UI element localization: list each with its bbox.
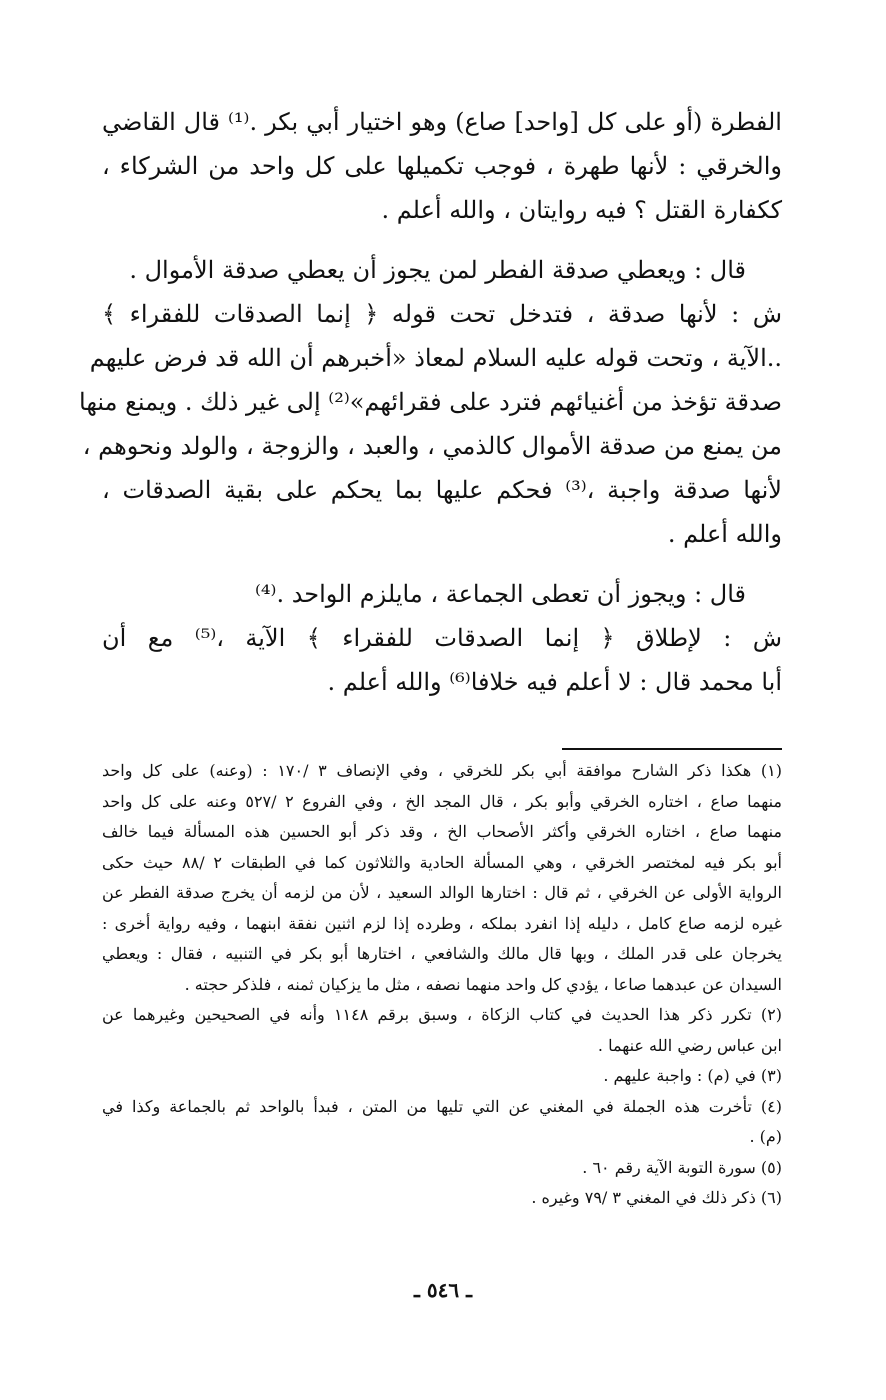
- text-line: لأنها صدقة واجبة ،⁽³⁾ فحكم عليها بما يحكم على بقية الصدقات ،: [102, 476, 782, 504]
- text-line: ككفارة القتل ؟ فيه روايتان ، والله أعلم .: [381, 196, 782, 224]
- footnote-line: يخرجان على قدر الملك ، وبها قال مالك والشافعي ، اختارها أبو بكر في التنبيه ، فقال : ويعطي: [102, 944, 782, 963]
- footnote-line: (٣) في (م) : واجبة عليهم .: [603, 1066, 782, 1085]
- footnote-line: الرواية الأولى عن الخرقي ، ثم قال : اختارها الوالد السعيد ، لأن من لزمه أن يخرج صدقة الفطر عن: [102, 883, 782, 902]
- footnote-line: منهما صاع ، اختاره الخرقي وأكثر الأصحاب الخ ، وقد ذكر أبو الحسين هذه المسألة فيما خالف: [102, 822, 782, 841]
- paragraph-gap: [102, 556, 782, 572]
- footnote-line: (١) هكذا ذكر الشارح موافقة أبي بكر للخرقي ، وفي الإنصاف ٣ /١٧٠ : (وعنه) على كل واحد: [102, 761, 782, 780]
- text-line: الفطرة (أو على كل [واحد] صاع) وهو اختيار أبي بكر .⁽¹⁾ قال القاضي: [102, 108, 782, 136]
- footnotes: [102, 756, 782, 1214]
- paragraph-gap: [102, 232, 782, 248]
- text-line: أبا محمد قال : لا أعلم فيه خلافا⁽⁶⁾ والله أعلم .: [327, 668, 782, 696]
- text-line: قال : ويجوز أن تعطى الجماعة ، مايلزم الواحد .⁽⁴⁾: [255, 580, 746, 608]
- text-line: والخرقي : لأنها طهرة ، فوجب تكميلها على كل واحد من الشركاء ،: [102, 152, 782, 180]
- footnote-line: ابن عباس رضي الله عنهما .: [597, 1035, 782, 1055]
- page-number: ـ ٥٤٦ ـ: [414, 1278, 472, 1302]
- footnote-line: (٤) تأخرت هذه الجملة في المغني عن التي تليها من المتن ، فبدأ بالواحد ثم بالجماعة وكذا في: [102, 1096, 782, 1116]
- text-line: ش : لإطلاق ﴿ إنما الصدقات للفقراء ﴾ الآية ،⁽⁵⁾ مع أن: [102, 624, 783, 652]
- text-line: من يمنع من صدقة الأموال كالذمي ، والعبد ، والزوجة ، والولد ونحوهم ،: [82, 432, 782, 460]
- text-line: والله أعلم .: [667, 520, 782, 548]
- footnote-separator: [562, 748, 782, 750]
- footnote-line: (٢) تكرر ذكر هذا الحديث في كتاب الزكاة ، وسبق برقم ١١٤٨ وأنه في الصحيحين وغيرهما عن: [102, 1005, 783, 1024]
- footnote-line: غيره لزمه صاع كامل ، دليله إذا انفرد بملكه ، وطرده إذا لزم اثنين نفقة ابنهما ، وفيه رواية أخرى :: [102, 913, 782, 933]
- footnote-line: السيدان عن عبدهما صاعا ، يؤدي كل واحد منهما نصفه ، مثل ما يزكيان ثمنه ، فلذكر حجته .: [184, 974, 782, 994]
- footnote-line: أبو بكر فيه لمختصر الخرقي ، وهي المسألة الحادية والثلاثون كما في الطبقات ٢ /٨٨ حيث حكى: [102, 852, 782, 872]
- footnote-line: (٦) ذكر ذلك في المغني ٣ /٧٩ وغيره .: [531, 1188, 782, 1207]
- text-line: قال : ويعطي صدقة الفطر لمن يجوز أن يعطي صدقة الأموال .: [129, 256, 746, 284]
- footnote-line: (٥) سورة التوبة الآية رقم ٦٠ .: [582, 1157, 782, 1177]
- text-line: ش : لأنها صدقة ، فتدخل تحت قوله ﴿ إنما الصدقات للفقراء ﴾: [102, 300, 782, 328]
- main-text: [79, 100, 783, 704]
- footnote-line: (م) .: [749, 1127, 782, 1146]
- text-line: ..الآية ، وتحت قوله عليه السلام لمعاذ «أخبرهم أن الله قد فرض عليهم: [89, 344, 782, 372]
- footnote-line: منهما صاع ، اختاره الخرقي وأبو بكر ، قال المجد الخ ، وفي الفروع ٢ /٥٢٧ وعنه على كل واحد: [102, 791, 782, 811]
- text-line: صدقة تؤخذ من أغنيائهم فترد على فقرائهم»⁽²⁾ إلى غير ذلك . ويمنع منها: [79, 388, 782, 416]
